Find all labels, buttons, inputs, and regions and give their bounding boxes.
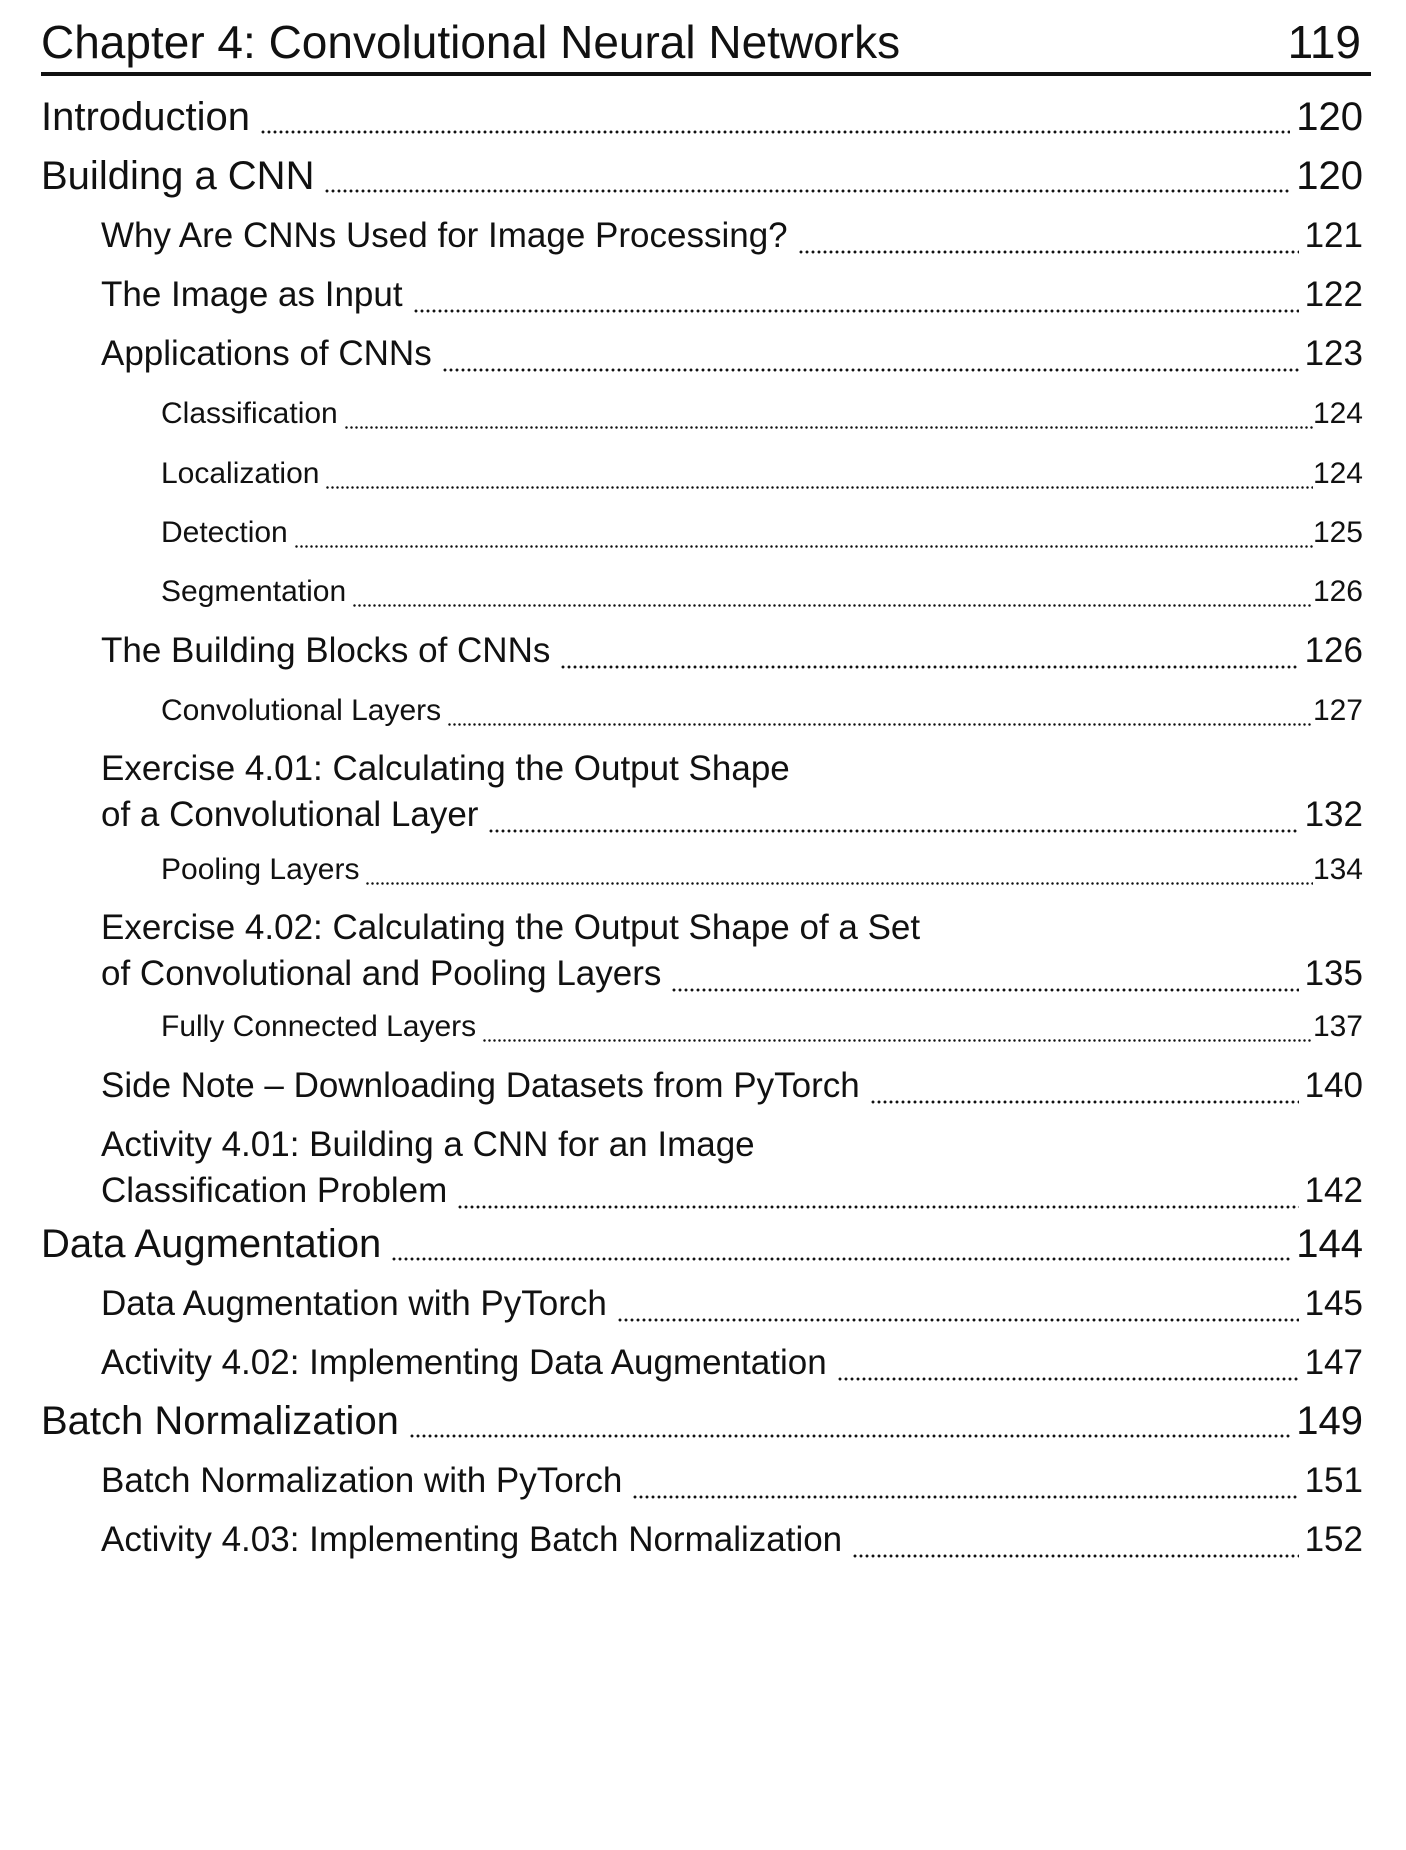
toc-entry-second-row bbox=[41, 1168, 1363, 1214]
toc-entry-building-blocks[interactable] bbox=[41, 628, 1363, 674]
toc-entry-activity-4-02[interactable] bbox=[41, 1340, 1363, 1386]
toc-entry-title: Localization bbox=[161, 457, 320, 490]
toc-entry-segmentation[interactable] bbox=[41, 572, 1363, 612]
dot-leader bbox=[325, 464, 1313, 494]
toc-entry-data-augmentation-pytorch[interactable] bbox=[41, 1281, 1363, 1327]
toc-entry-page: 140 bbox=[1304, 1066, 1363, 1105]
dot-leader bbox=[560, 639, 1298, 674]
dot-leader bbox=[260, 100, 1290, 140]
toc-entry-title: Batch Normalization with PyTorch bbox=[101, 1461, 623, 1500]
toc-entry-title: Data Augmentation bbox=[41, 1222, 382, 1266]
toc-entry-title: Why Are CNNs Used for Image Processing? bbox=[101, 216, 788, 255]
toc-entry-title: Activity 4.03: Implementing Batch Normalization bbox=[101, 1520, 843, 1559]
toc-entry-detection[interactable] bbox=[41, 513, 1363, 553]
toc-entry-page: 137 bbox=[1312, 1010, 1363, 1043]
toc-entry-page: 135 bbox=[1304, 954, 1363, 993]
dot-leader bbox=[344, 404, 1313, 434]
toc-entry-title-line2: of a Convolutional Layer bbox=[101, 795, 479, 834]
toc-entry-introduction[interactable] bbox=[41, 94, 1363, 140]
toc-entry-title-line2: Classification Problem bbox=[101, 1171, 448, 1210]
toc-entry-classification[interactable] bbox=[41, 394, 1363, 434]
toc-entry-page: 120 bbox=[1296, 95, 1363, 139]
toc-entry-activity-4-01[interactable] bbox=[41, 1122, 1363, 1214]
dot-leader bbox=[870, 1074, 1299, 1109]
dot-leader bbox=[324, 159, 1290, 199]
toc-entry-page: 126 bbox=[1304, 631, 1363, 670]
dot-leader bbox=[798, 224, 1299, 259]
toc-entry-title-wrap bbox=[41, 905, 1363, 997]
toc-entry-title: Detection bbox=[161, 516, 288, 549]
dot-leader bbox=[391, 1227, 1290, 1267]
toc-entry-page: 152 bbox=[1304, 1520, 1363, 1559]
toc-entry-localization[interactable] bbox=[41, 454, 1363, 494]
toc-entry-title: The Image as Input bbox=[101, 275, 403, 314]
toc-entry-title-line2: of Convolutional and Pooling Layers bbox=[101, 954, 662, 993]
toc-entry-page: 149 bbox=[1296, 1399, 1363, 1443]
toc-entry-page: 127 bbox=[1312, 694, 1363, 727]
dot-leader bbox=[671, 962, 1298, 997]
toc-entry-page: 124 bbox=[1312, 397, 1363, 430]
toc-entry-second-row bbox=[41, 951, 1363, 997]
dot-leader bbox=[488, 803, 1298, 838]
toc-entry-title: Fully Connected Layers bbox=[161, 1010, 477, 1043]
dot-leader bbox=[457, 1179, 1298, 1214]
toc-entry-batch-normalization-pytorch[interactable] bbox=[41, 1458, 1363, 1504]
toc-entry-second-row bbox=[41, 792, 1363, 838]
dot-leader bbox=[632, 1469, 1298, 1504]
dot-leader bbox=[442, 342, 1299, 377]
chapter-page-number: 119 bbox=[1287, 16, 1361, 68]
toc-entry-title: Activity 4.02: Implementing Data Augmentation bbox=[101, 1343, 827, 1382]
toc-entry-page: 126 bbox=[1312, 575, 1363, 608]
toc-entry-page: 122 bbox=[1304, 275, 1363, 314]
toc-entry-page: 120 bbox=[1296, 154, 1363, 198]
toc-entry-side-note[interactable] bbox=[41, 1063, 1363, 1109]
toc-entry-title: Side Note – Downloading Datasets from PyTorch bbox=[101, 1066, 860, 1105]
toc-entry-page: 147 bbox=[1304, 1343, 1363, 1382]
toc-entry-page: 142 bbox=[1304, 1171, 1363, 1210]
toc-entry-page: 121 bbox=[1304, 216, 1363, 255]
toc-entry-fully-connected-layers[interactable] bbox=[41, 1007, 1363, 1047]
toc-entry-pooling-layers[interactable] bbox=[41, 850, 1363, 890]
dot-leader bbox=[482, 1017, 1313, 1047]
toc-entry-page: 151 bbox=[1304, 1461, 1363, 1500]
toc-entry-title-line1: Exercise 4.02: Calculating the Output Shape of a Set bbox=[101, 908, 921, 947]
toc-entry-batch-normalization[interactable] bbox=[41, 1398, 1363, 1444]
toc-entry-title: Introduction bbox=[41, 95, 251, 139]
toc-entry-exercise-4-02[interactable] bbox=[41, 905, 1363, 997]
toc-entry-image-as-input[interactable] bbox=[41, 272, 1363, 318]
toc-entry-why-cnns[interactable] bbox=[41, 213, 1363, 259]
dot-leader bbox=[617, 1292, 1299, 1327]
toc-entry-title: Data Augmentation with PyTorch bbox=[101, 1284, 607, 1323]
toc-entry-page: 144 bbox=[1296, 1222, 1363, 1266]
dot-leader bbox=[365, 860, 1312, 890]
toc-entry-building-a-cnn[interactable] bbox=[41, 153, 1363, 199]
dot-leader bbox=[837, 1351, 1299, 1386]
toc-entry-data-augmentation[interactable] bbox=[41, 1221, 1363, 1267]
dot-leader bbox=[352, 582, 1313, 612]
toc-entry-activity-4-03[interactable] bbox=[41, 1517, 1363, 1563]
toc-entry-title: The Building Blocks of CNNs bbox=[101, 631, 551, 670]
chapter-title: Chapter 4: Convolutional Neural Networks bbox=[41, 16, 901, 68]
dot-leader bbox=[294, 523, 1313, 553]
toc-entry-exercise-4-01[interactable] bbox=[41, 746, 1363, 838]
dot-leader bbox=[413, 283, 1299, 318]
toc-entry-title-wrap bbox=[41, 1122, 1363, 1214]
toc-entry-applications[interactable] bbox=[41, 331, 1363, 377]
chapter-header bbox=[41, 8, 1371, 76]
toc-entry-convolutional-layers[interactable] bbox=[41, 691, 1363, 731]
toc-entry-title-line1: Activity 4.01: Building a CNN for an Image bbox=[101, 1125, 755, 1164]
toc-entry-title: Pooling Layers bbox=[161, 853, 360, 886]
toc-entry-page: 123 bbox=[1304, 334, 1363, 373]
dot-leader bbox=[852, 1528, 1298, 1563]
toc-entry-title: Convolutional Layers bbox=[161, 694, 442, 727]
toc-entry-page: 125 bbox=[1312, 516, 1363, 549]
toc-entry-page: 145 bbox=[1304, 1284, 1363, 1323]
toc-entry-title: Applications of CNNs bbox=[101, 334, 432, 373]
dot-leader bbox=[409, 1404, 1290, 1444]
toc-entry-page: 132 bbox=[1304, 795, 1363, 834]
toc-entry-title: Segmentation bbox=[161, 575, 347, 608]
toc-entry-page: 124 bbox=[1312, 457, 1363, 490]
toc-entry-title: Building a CNN bbox=[41, 154, 315, 198]
toc-entry-title-wrap bbox=[41, 746, 1363, 838]
toc-entry-page: 134 bbox=[1312, 853, 1363, 886]
toc-entry-title: Classification bbox=[161, 397, 338, 430]
toc-page bbox=[41, 0, 1371, 1850]
dot-leader bbox=[447, 701, 1313, 731]
toc-entry-title: Batch Normalization bbox=[41, 1399, 399, 1443]
toc-entry-title-line1: Exercise 4.01: Calculating the Output Shape bbox=[101, 749, 790, 788]
